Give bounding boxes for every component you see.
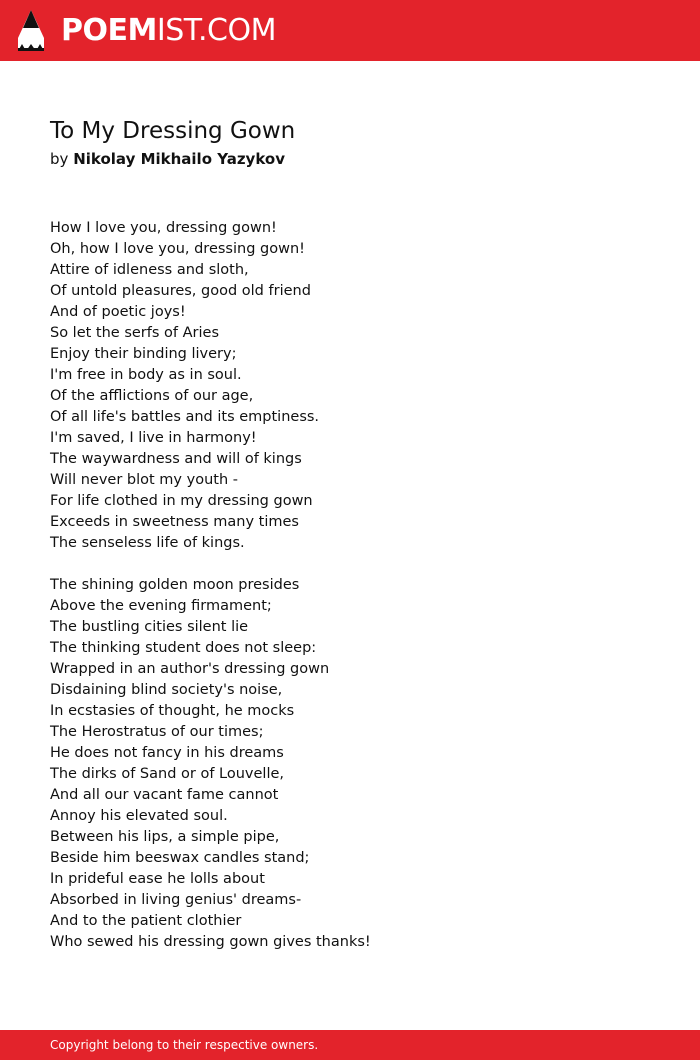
poem-line: Who sewed his dressing gown gives thanks! (50, 934, 371, 950)
byline (50, 148, 285, 170)
poem-line: I'm free in body as in soul. (50, 367, 242, 383)
poem-line: Annoy his elevated soul. (50, 808, 228, 824)
poem-line: Between his lips, a simple pipe, (50, 829, 280, 845)
poem-body (50, 218, 670, 953)
site-logo[interactable] (18, 10, 276, 51)
footer-bar (0, 1030, 700, 1060)
poem-line: Attire of idleness and sloth, (50, 262, 249, 278)
poem-line: Wrapped in an author's dressing gown (50, 661, 330, 677)
poem-line: The dirks of Sand or of Louvelle, (50, 766, 285, 782)
poem-line: Will never blot my youth - (50, 472, 238, 488)
poem-line: The senseless life of kings. (50, 535, 245, 551)
poem-line: Beside him beeswax candles stand; (50, 850, 310, 866)
poem-line: In prideful ease he lolls about (50, 871, 265, 887)
stanza (50, 218, 670, 554)
poem-title: To My Dressing Gown (50, 118, 296, 144)
poem-line: Of all life's battles and its emptiness. (50, 409, 320, 425)
pencil-tip-icon (18, 10, 44, 51)
poem-line: The thinking student does not sleep: (50, 640, 317, 656)
poem-line: And all our vacant fame cannot (50, 787, 279, 803)
poem-line: He does not fancy in his dreams (50, 745, 284, 761)
site-logo-text (61, 10, 276, 51)
copyright-text: Copyright belong to their respective owners. (50, 1038, 319, 1052)
poem-line: The Herostratus of our times; (50, 724, 264, 740)
header-bar (0, 0, 700, 61)
stanza (50, 575, 670, 953)
poem-line: Oh, how I love you, dressing gown! (50, 241, 305, 257)
logo-text-bold: POEM (61, 13, 157, 48)
poem-line: Absorbed in living genius' dreams- (50, 892, 302, 908)
poem-line: I'm saved, I live in harmony! (50, 430, 257, 446)
poem-line: The shining golden moon presides (50, 577, 300, 593)
logo-text-light: IST.COM (156, 13, 276, 48)
poem-line: How I love you, dressing gown! (50, 220, 277, 236)
poem-line: In ecstasies of thought, he mocks (50, 703, 295, 719)
poem-line: The waywardness and will of kings (50, 451, 302, 467)
author-link[interactable]: Nikolay Mikhailo Yazykov (73, 150, 285, 168)
poem-line: The bustling cities silent lie (50, 619, 249, 635)
poem-line: And of poetic joys! (50, 304, 186, 320)
poem-line: Of untold pleasures, good old friend (50, 283, 311, 299)
by-label: by (50, 150, 69, 168)
poem-line: Enjoy their binding livery; (50, 346, 237, 362)
poem-line: So let the serfs of Aries (50, 325, 220, 341)
poem-line: Above the evening firmament; (50, 598, 272, 614)
poem-line: For life clothed in my dressing gown (50, 493, 313, 509)
poem-line: Disdaining blind society's noise, (50, 682, 283, 698)
poem-line: Exceeds in sweetness many times (50, 514, 299, 530)
poem-line: And to the patient clothier (50, 913, 242, 929)
stanza-break (50, 554, 670, 575)
poem-line: Of the afflictions of our age, (50, 388, 254, 404)
